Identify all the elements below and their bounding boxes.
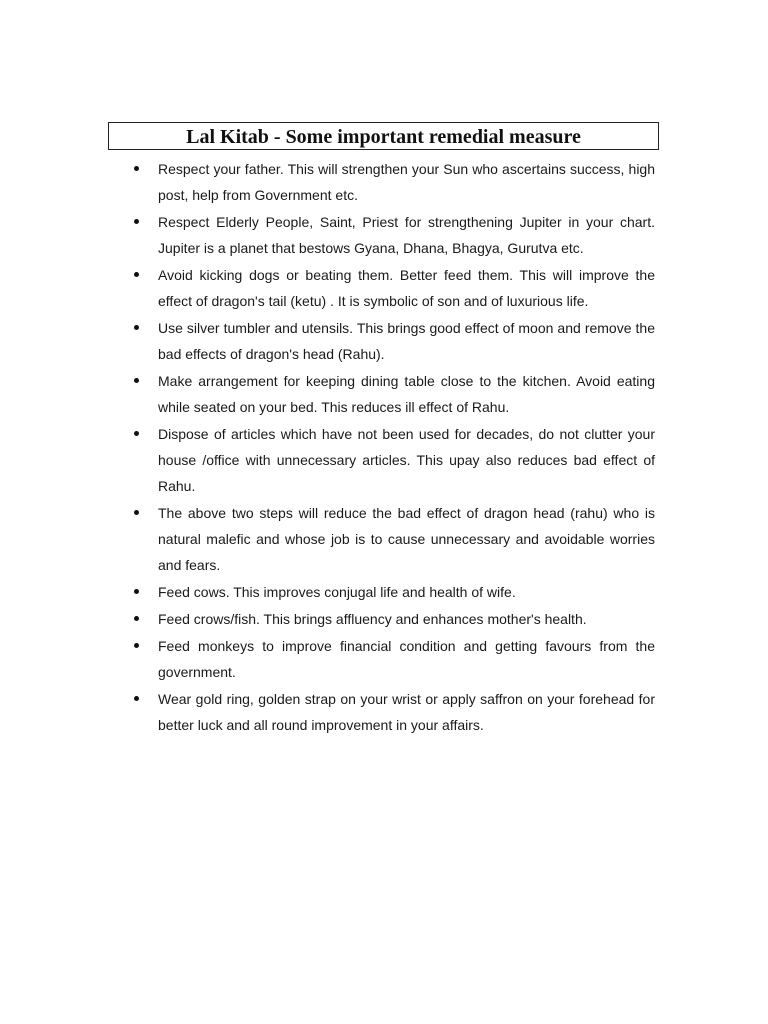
bullet-icon (134, 589, 139, 594)
bullet-icon (134, 616, 139, 621)
bullet-icon (134, 510, 139, 515)
list-item (0, 315, 655, 367)
list-item (0, 686, 655, 738)
list-item-text: Respect Elderly People, Saint, Priest for strengthening Jupiter in your chart. Jupiter is a planet that bestows Gyana, Dhana, Bhagya, Gurutva etc. (158, 214, 655, 256)
list-item (0, 633, 655, 685)
remedy-list (0, 156, 768, 739)
bullet-icon (134, 696, 139, 701)
bullet-icon (134, 325, 139, 330)
list-item (0, 606, 655, 632)
list-item (0, 579, 655, 605)
list-item (0, 368, 655, 420)
list-item (0, 500, 655, 578)
list-item-text: Make arrangement for keeping dining table close to the kitchen. Avoid eating while seated on your bed. This reduces ill effect of Rahu. (158, 373, 655, 415)
bullet-icon (134, 219, 139, 224)
list-item-text: The above two steps will reduce the bad effect of dragon head (rahu) who is natural malefic and whose job is to cause unnecessary and avoidable worries and fears. (158, 505, 655, 573)
list-item-text: Feed monkeys to improve financial condition and getting favours from the government. (158, 638, 655, 680)
bullet-icon (134, 643, 139, 648)
list-item (0, 262, 655, 314)
bullet-icon (134, 378, 139, 383)
bullet-icon (134, 166, 139, 171)
list-item (0, 209, 655, 261)
list-item-text: Feed crows/fish. This brings affluency and enhances mother's health. (158, 611, 587, 627)
list-item-text: Avoid kicking dogs or beating them. Better feed them. This will improve the effect of dragon's tail (ketu) . It is symbolic of son and of luxurious life. (158, 267, 655, 309)
list-item (0, 421, 655, 499)
bullet-icon (134, 431, 139, 436)
list-item-text: Respect your father. This will strengthen your Sun who ascertains success, high post, help from Government etc. (158, 161, 655, 203)
list-item-text: Dispose of articles which have not been used for decades, do not clutter your house /office with unnecessary articles. This upay also reduces bad effect of Rahu. (158, 426, 655, 494)
bullet-icon (134, 272, 139, 277)
list-item (0, 156, 655, 208)
page-title: Lal Kitab - Some important remedial measure (108, 122, 659, 150)
list-item-text: Wear gold ring, golden strap on your wrist or apply saffron on your forehead for better luck and all round improvement in your affairs. (158, 691, 655, 733)
list-item-text: Feed cows. This improves conjugal life and health of wife. (158, 584, 516, 600)
list-item-text: Use silver tumbler and utensils. This brings good effect of moon and remove the bad effects of dragon's head (Rahu). (158, 320, 655, 362)
